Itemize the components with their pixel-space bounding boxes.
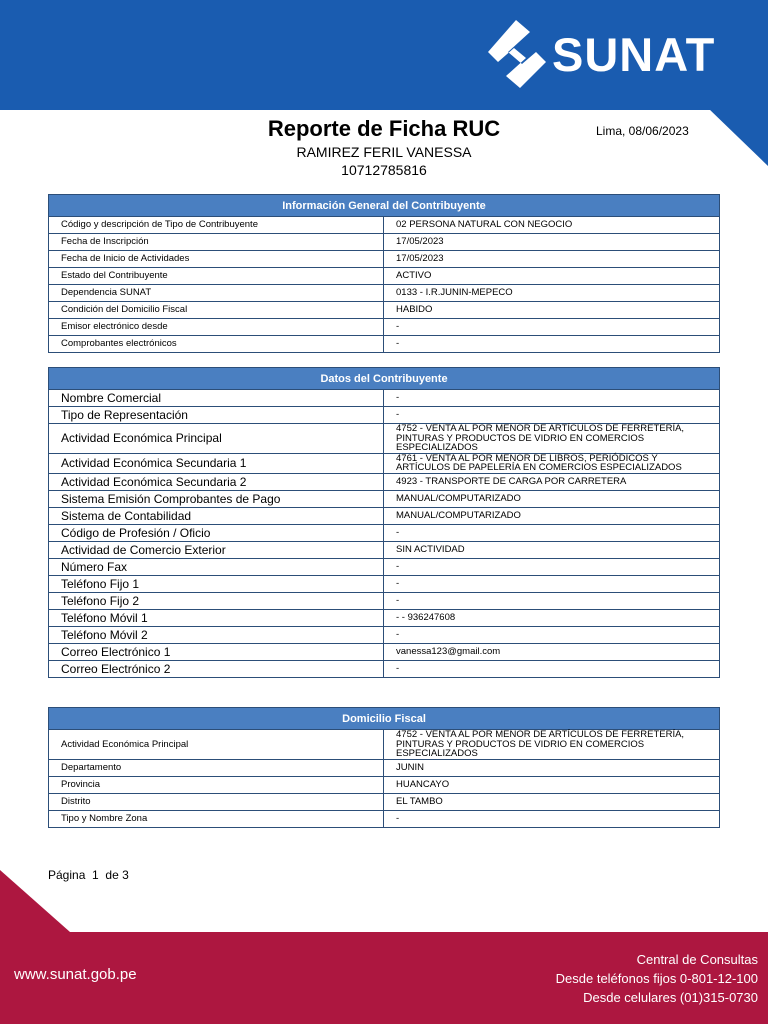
- row-value: -: [384, 390, 720, 407]
- table-row: [49, 336, 720, 353]
- row-value: 4761 - VENTA AL POR MENOR DE LIBROS, PERIÓDICOS Y ARTÍCULOS DE PAPELERÍA EN COMERCIOS ESPECIALIZADOS: [384, 453, 720, 473]
- table-row: [49, 609, 720, 626]
- page-prefix: Página: [48, 868, 86, 882]
- row-value: 02 PERSONA NATURAL CON NEGOCIO: [384, 217, 720, 234]
- general-info-heading: Información General del Contribuyente: [49, 195, 720, 217]
- row-label: Número Fax: [49, 558, 384, 575]
- row-label: Teléfono Móvil 1: [49, 609, 384, 626]
- row-value: HUANCAYO: [384, 776, 720, 793]
- row-value: 17/05/2023: [384, 234, 720, 251]
- row-label: Provincia: [49, 776, 384, 793]
- contact-landline: Desde teléfonos fijos 0-801-12-100: [555, 971, 758, 986]
- row-label: Sistema Emisión Comprobantes de Pago: [49, 490, 384, 507]
- table-row: [49, 524, 720, 541]
- row-value: -: [384, 810, 720, 827]
- row-label: Código y descripción de Tipo de Contribuyente: [49, 217, 384, 234]
- row-label: Actividad Económica Secundaria 2: [49, 473, 384, 490]
- table-row: [49, 810, 720, 827]
- fiscal-address-heading: Domicilio Fiscal: [49, 708, 720, 730]
- footer-website-link[interactable]: www.sunat.gob.pe: [14, 966, 137, 983]
- row-value: - - 936247608: [384, 609, 720, 626]
- row-label: Actividad Económica Secundaria 1: [49, 453, 384, 473]
- row-label: Actividad de Comercio Exterior: [49, 541, 384, 558]
- brand-name: SUNAT: [552, 27, 716, 81]
- row-value: -: [384, 626, 720, 643]
- row-label: Teléfono Fijo 2: [49, 592, 384, 609]
- table-row: [49, 626, 720, 643]
- row-value: MANUAL/COMPUTARIZADO: [384, 490, 720, 507]
- row-value: -: [384, 558, 720, 575]
- page-current: 1: [92, 868, 99, 882]
- row-value: 4923 - TRANSPORTE DE CARGA POR CARRETERA: [384, 473, 720, 490]
- row-label: Correo Electrónico 1: [49, 643, 384, 660]
- sunat-s-logo-icon: [486, 18, 548, 90]
- table-row: [49, 592, 720, 609]
- row-value: 4752 - VENTA AL POR MENOR DE ARTÍCULOS DE FERRETERÍA, PINTURAS Y PRODUCTOS DE VIDRIO EN COMERCIOS ESPECIALIZADOS: [384, 730, 720, 760]
- row-label: Distrito: [49, 793, 384, 810]
- row-label: Tipo y Nombre Zona: [49, 810, 384, 827]
- row-label: Actividad Económica Principal: [49, 424, 384, 454]
- row-label: Fecha de Inicio de Actividades: [49, 251, 384, 268]
- table-row: [49, 319, 720, 336]
- table-row: [49, 507, 720, 524]
- table-row: [49, 234, 720, 251]
- table-row: [49, 390, 720, 407]
- row-label: Tipo de Representación: [49, 407, 384, 424]
- row-value: SIN ACTIVIDAD: [384, 541, 720, 558]
- taxpayer-name: RAMIREZ FERIL VANESSA: [296, 144, 472, 160]
- page-separator: de: [105, 868, 119, 882]
- table-row: [49, 268, 720, 285]
- table-row: [49, 759, 720, 776]
- row-label: Emisor electrónico desde: [49, 319, 384, 336]
- row-value: -: [384, 336, 720, 353]
- row-value: -: [384, 592, 720, 609]
- row-value: -: [384, 319, 720, 336]
- taxpayer-data-table: [48, 367, 720, 678]
- row-label: Dependencia SUNAT: [49, 285, 384, 302]
- row-label: Actividad Económica Principal: [49, 730, 384, 760]
- table-row: [49, 424, 720, 454]
- table-row: [49, 285, 720, 302]
- table-row: [49, 643, 720, 660]
- row-value: EL TAMBO: [384, 793, 720, 810]
- row-value: vanessa123@gmail.com: [384, 643, 720, 660]
- row-label: Comprobantes electrónicos: [49, 336, 384, 353]
- fiscal-address-table: [48, 707, 720, 828]
- table-row: [49, 302, 720, 319]
- row-value: -: [384, 524, 720, 541]
- contact-mobile: Desde celulares (01)315-0730: [583, 990, 758, 1005]
- footer-contact: [498, 950, 758, 1007]
- page-total: 3: [122, 868, 129, 882]
- row-label: Código de Profesión / Oficio: [49, 524, 384, 541]
- table-row: [49, 730, 720, 760]
- table-row: [49, 407, 720, 424]
- table-row: [49, 793, 720, 810]
- row-label: Condición del Domicilio Fiscal: [49, 302, 384, 319]
- row-value: -: [384, 575, 720, 592]
- row-value: ACTIVO: [384, 268, 720, 285]
- row-label: Fecha de Inscripción: [49, 234, 384, 251]
- table-row: [49, 541, 720, 558]
- report-date: Lima, 08/06/2023: [596, 124, 689, 138]
- row-label: Correo Electrónico 2: [49, 660, 384, 677]
- row-value: -: [384, 407, 720, 424]
- row-value: 17/05/2023: [384, 251, 720, 268]
- general-info-table: [48, 194, 720, 353]
- table-row: [49, 575, 720, 592]
- table-row: [49, 558, 720, 575]
- row-label: Nombre Comercial: [49, 390, 384, 407]
- row-value: MANUAL/COMPUTARIZADO: [384, 507, 720, 524]
- table-row: [49, 660, 720, 677]
- row-label: Teléfono Móvil 2: [49, 626, 384, 643]
- row-label: Sistema de Contabilidad: [49, 507, 384, 524]
- ruc-number: 10712785816: [341, 162, 427, 178]
- report-title: Reporte de Ficha RUC: [267, 116, 501, 141]
- taxpayer-data-heading: Datos del Contribuyente: [49, 368, 720, 390]
- table-row: [49, 453, 720, 473]
- row-value: 4752 - VENTA AL POR MENOR DE ARTÍCULOS DE FERRETERÍA, PINTURAS Y PRODUCTOS DE VIDRIO EN COMERCIOS ESPECIALIZADOS: [384, 424, 720, 454]
- row-value: -: [384, 660, 720, 677]
- row-value: JUNIN: [384, 759, 720, 776]
- row-label: Teléfono Fijo 1: [49, 575, 384, 592]
- row-value: 0133 - I.R.JUNIN-MEPECO: [384, 285, 720, 302]
- table-row: [49, 217, 720, 234]
- contact-title: Central de Consultas: [636, 952, 758, 967]
- table-row: [49, 776, 720, 793]
- table-row: [49, 473, 720, 490]
- table-row: [49, 490, 720, 507]
- table-row: [49, 251, 720, 268]
- row-label: Departamento: [49, 759, 384, 776]
- sunat-logo: [486, 18, 715, 90]
- row-label: Estado del Contribuyente: [49, 268, 384, 285]
- row-value: HABIDO: [384, 302, 720, 319]
